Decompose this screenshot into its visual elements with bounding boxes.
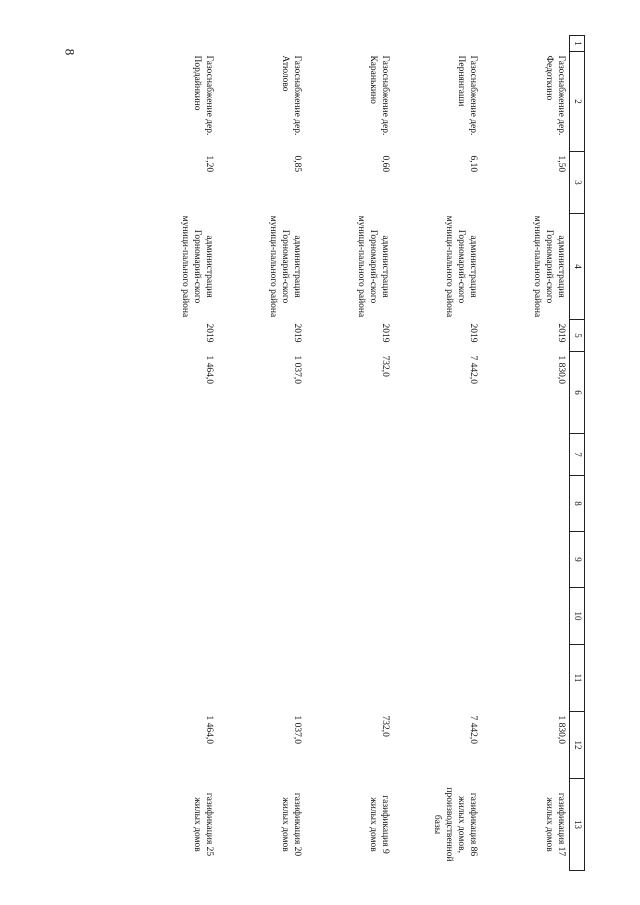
cell-col-7 [393,434,481,476]
cell-col-12: 7 442,0 [468,715,478,744]
cell-col-12: 1 464,0 [204,715,214,744]
cell-col-3: 1,20 [204,155,214,173]
cell-col-12: 1 830,0 [556,715,566,744]
column-header-4: 4 [570,214,585,320]
cell-col-7 [129,434,217,476]
cell-col-6: 732,0 [380,355,390,377]
cell-col-13: газификация 86 жилых домов, производственной базы [432,787,478,862]
column-header-10: 10 [570,588,585,645]
cell-col-2: Газоснабжение дер. Федоткино [544,55,566,136]
cell-col-4: администрация Горномарий-ского муници-пального района [444,215,478,318]
cell-col-4: администрация Горномарий-ского муници-пального района [268,215,302,318]
cell-col-5: 2019 [556,323,566,343]
column-header-3: 3 [570,152,585,214]
column-header-7: 7 [570,434,585,476]
cell-col-10 [393,588,481,645]
cell-col-11 [217,645,305,712]
cell-col-11 [305,645,393,712]
cell-col-9 [305,532,393,588]
cell-col-6: 1 464,0 [204,355,214,384]
column-header-8: 8 [570,476,585,532]
cell-col-6: 7 442,0 [468,355,478,384]
cell-col-13: газификация 9 жилых домов [368,795,390,854]
cell-col-2: Газоснабжение дер. Пернянгаши [456,55,478,136]
cell-col-12: 1 037,0 [292,715,302,744]
table-body [129,36,570,871]
cell-col-5: 2019 [292,323,302,343]
cell-col-9 [481,532,570,588]
gasification-table [129,35,585,871]
cell-col-13: газификация 25 жилых домов [192,792,214,857]
cell-col-2: Газоснабжение дер. Атюлово [280,55,302,136]
cell-col-7 [305,434,393,476]
cell-col-1 [305,36,393,52]
cell-col-5: 2019 [380,323,390,343]
cell-col-7 [481,434,570,476]
cell-col-10 [129,588,217,645]
cell-col-1 [393,36,481,52]
cell-col-5: 2019 [204,323,214,343]
cell-col-6: 1 037,0 [292,355,302,384]
table-row [129,36,217,871]
cell-col-4: администрация Горномарий-ского муници-пального района [532,215,566,318]
cell-col-10 [217,588,305,645]
cell-col-13: газификация 20 жилых домов [280,792,302,857]
table-row [393,36,481,871]
cell-col-9 [217,532,305,588]
cell-col-3: 1,50 [556,155,566,173]
column-header-9: 9 [570,532,585,588]
cell-col-12: 732,0 [380,715,390,737]
cell-col-11 [393,645,481,712]
cell-col-3: 6,10 [468,155,478,173]
cell-col-11 [481,645,570,712]
cell-col-8 [217,476,305,532]
column-header-6: 6 [570,352,585,434]
header-row [570,36,585,871]
page-number: 8 [62,48,78,56]
cell-col-2: Газоснабжение дер. Каранькино [368,55,390,136]
cell-col-1 [481,36,570,52]
column-header-5: 5 [570,320,585,352]
column-header-12: 12 [570,712,585,779]
cell-col-2: Газоснабжение дер. Пордайнкино [192,55,214,136]
table-row [217,36,305,871]
cell-col-13: газификация 17 жилых домов [544,792,566,857]
cell-col-5: 2019 [468,323,478,343]
cell-col-3: 0,60 [380,155,390,173]
cell-col-8 [393,476,481,532]
table-row [481,36,570,871]
cell-col-3: 0,85 [292,155,302,173]
cell-col-9 [393,532,481,588]
cell-col-11 [129,645,217,712]
table-row [305,36,393,871]
cell-col-8 [481,476,570,532]
column-header-2: 2 [570,52,585,152]
cell-col-1 [217,36,305,52]
cell-col-8 [305,476,393,532]
cell-col-4: администрация Горномарий-ского муници-пального района [356,215,390,318]
cell-col-6: 1 830,0 [556,355,566,384]
cell-col-7 [217,434,305,476]
column-header-13: 13 [570,779,585,871]
cell-col-8 [129,476,217,532]
rotated-table-container [55,35,585,870]
cell-col-10 [305,588,393,645]
cell-col-10 [481,588,570,645]
column-header-1: 1 [570,36,585,52]
column-header-11: 11 [570,645,585,712]
cell-col-1 [129,36,217,52]
cell-col-4: администрация Горномарий-ского муници-пального района [180,215,214,318]
cell-col-9 [129,532,217,588]
